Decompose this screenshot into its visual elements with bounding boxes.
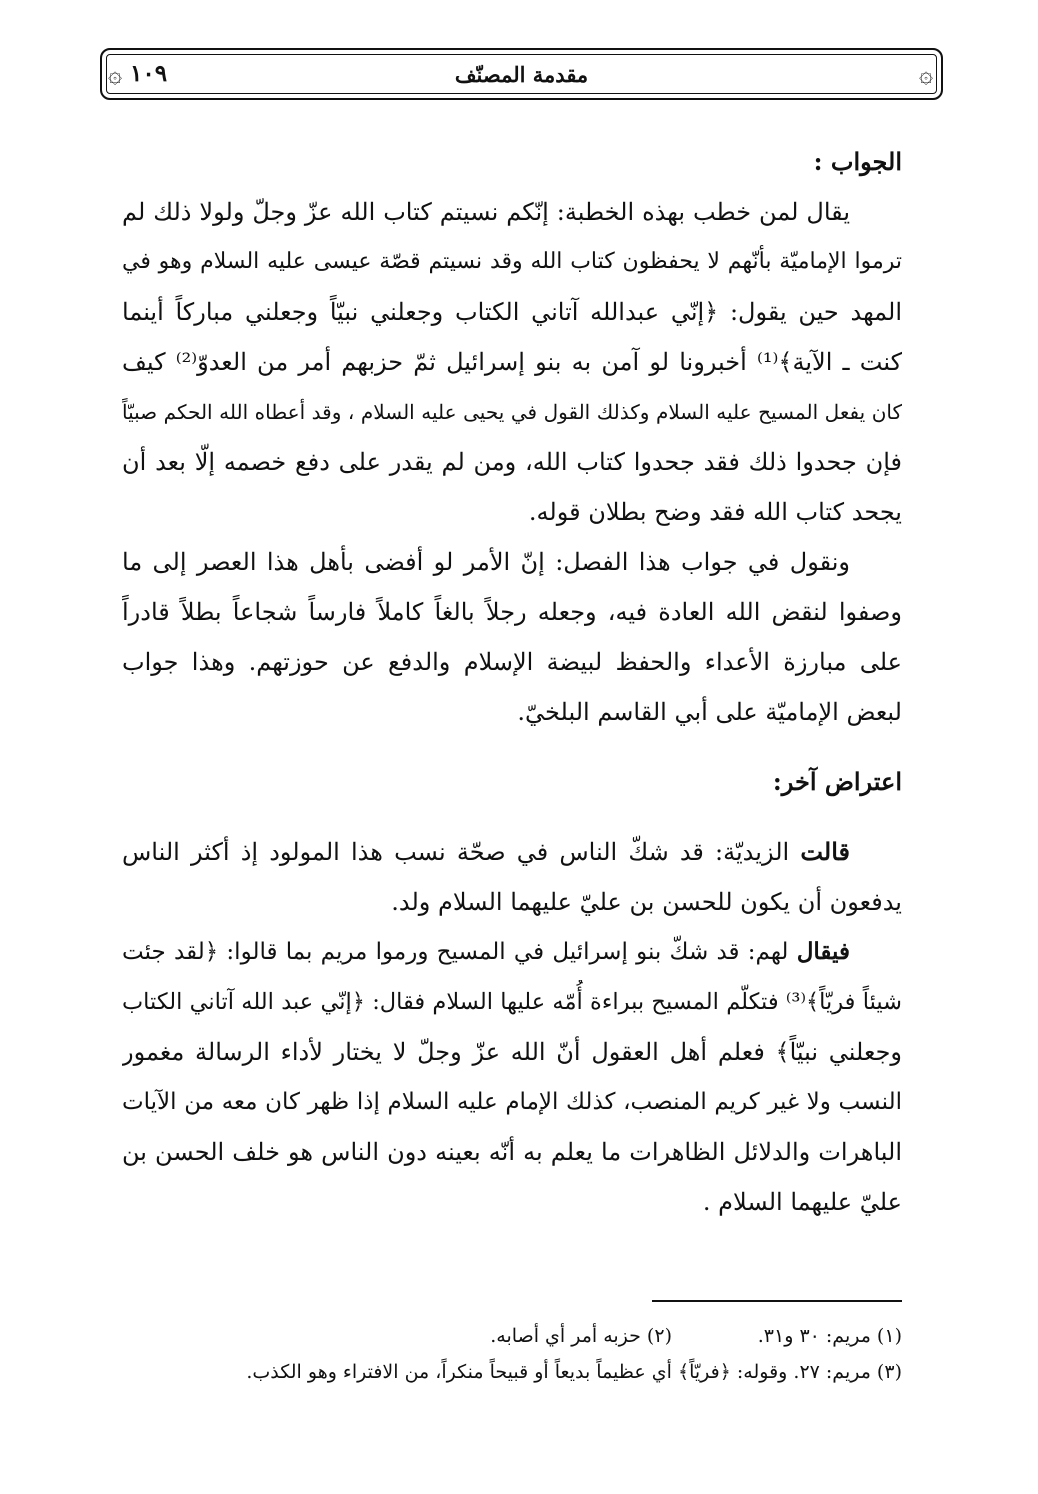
paragraph-line: لبعض الإماميّة على أبي القاسم البلخيّ.: [517, 698, 902, 726]
paragraph-line: [122, 830, 902, 880]
paragraph-line: وصفوا لنقض الله العادة فيه، وجعله رجلاً بالغاً كاملاً فارساً شجاعاً بطلاً قادراً: [122, 598, 902, 626]
page-body: [122, 140, 902, 1230]
paragraph-line: عليّ عليهما السلام .: [702, 1188, 902, 1216]
page-number: ١٠٩: [130, 60, 168, 87]
footnote-2: (٢) حزبه أمر أي أصابه.: [490, 1325, 672, 1347]
header-ornament-left: ۞: [108, 60, 123, 88]
paragraph-line: يجحد كتاب الله فقد وضح بطلان قوله.: [528, 498, 902, 526]
paragraph-line: [122, 930, 902, 980]
footnote-1: (١) مريم: ٣٠ و٣١.: [757, 1325, 902, 1347]
chapter-title: مقدمة المصنّف: [454, 62, 589, 87]
paragraph-line: ونقول في جواب هذا الفصل: إنّ الأمر لو أفضى بأهل هذا العصر إلى ما: [122, 548, 850, 576]
paragraph-line: ترموا الإماميّة بأنّهم لا يحفظون كتاب الله وقد نسيتم قصّة عيسى عليه السلام وهو في: [122, 249, 902, 274]
paragraph-line: فإن جحدوا ذلك فقد جحدوا كتاب الله، ومن لم يقدر على دفع خصمه إلّا بعد أن: [122, 448, 902, 476]
footnote-3: (٣) مريم: ٢٧. وقوله: ﴿فريّاً﴾ أي عظيماً بديعاً أو قبيحاً منكراً، من الافتراء وهو الكذب.: [246, 1361, 902, 1383]
answer-heading: الجواب :: [813, 147, 902, 176]
paragraph-text: الزيديّة: قد شكّ الناس في صحّة نسب هذا المولود إذ أكثر الناس: [122, 838, 801, 866]
paragraph-line: كان يفعل المسيح عليه السلام وكذلك القول في يحيى عليه السلام ، وقد أعطاه الله الحكم صبيّاً: [122, 400, 902, 424]
paragraph-lead-word: قالت: [800, 837, 850, 866]
paragraph-line: النسب ولا غير كريم المنصب، كذلك الإمام عليه السلام إذا ظهر كان معه من الآيات: [122, 1089, 902, 1115]
paragraph-line: على مبارزة الأعداء والحفظ لبيضة الإسلام والدفع عن حوزتهم. وهذا جواب: [122, 648, 902, 676]
paragraph-line: المهد حين يقول: ﴿إنّي عبدالله آتاني الكتاب وجعلني نبيّاً وجعلني مباركاً أينما: [122, 298, 902, 326]
paragraph-line: يدفعون أن يكون للحسن بن عليّ عليهما السلام ولد.: [391, 888, 902, 916]
paragraph-lead-word: فيقال: [796, 938, 850, 965]
paragraph-line: شيئاً فريّاً﴾⁽³⁾ فتكلّم المسيح ببراءة أُمّه عليها السلام فقال: ﴿إنّي عبد الله آتاني الكتاب: [122, 989, 902, 1015]
header-ornament-right: ۞: [918, 60, 933, 88]
paragraph-line: وجعلني نبيّاً﴾ فعلم أهل العقول أنّ الله عزّ وجلّ لا يختار لأداء الرسالة مغمور: [122, 1038, 902, 1066]
footnote-separator: [652, 1300, 902, 1302]
paragraph-line: كنت ـ الآية﴾⁽¹⁾ أخبرونا لو آمن به بنو إسرائيل ثمّ حزبهم أمر من العدوّ⁽²⁾ كيف: [122, 348, 902, 376]
paragraph-text: لهم: قد شكّ بنو إسرائيل في المسيح ورموا مريم بما قالوا: ﴿لقد جئت: [122, 939, 797, 965]
footnote-row: [122, 1318, 902, 1354]
footnotes: [122, 1318, 902, 1390]
running-header: [100, 48, 943, 100]
paragraph-line: يقال لمن خطب بهذه الخطبة: إنّكم نسيتم كتاب الله عزّ وجلّ ولولا ذلك لم: [122, 198, 850, 226]
paragraph-line: الباهرات والدلائل الظاهرات ما يعلم به أنّه بعينه دون الناس هو خلف الحسن بن: [122, 1138, 902, 1166]
objection-heading: اعتراض آخر:: [772, 767, 902, 796]
